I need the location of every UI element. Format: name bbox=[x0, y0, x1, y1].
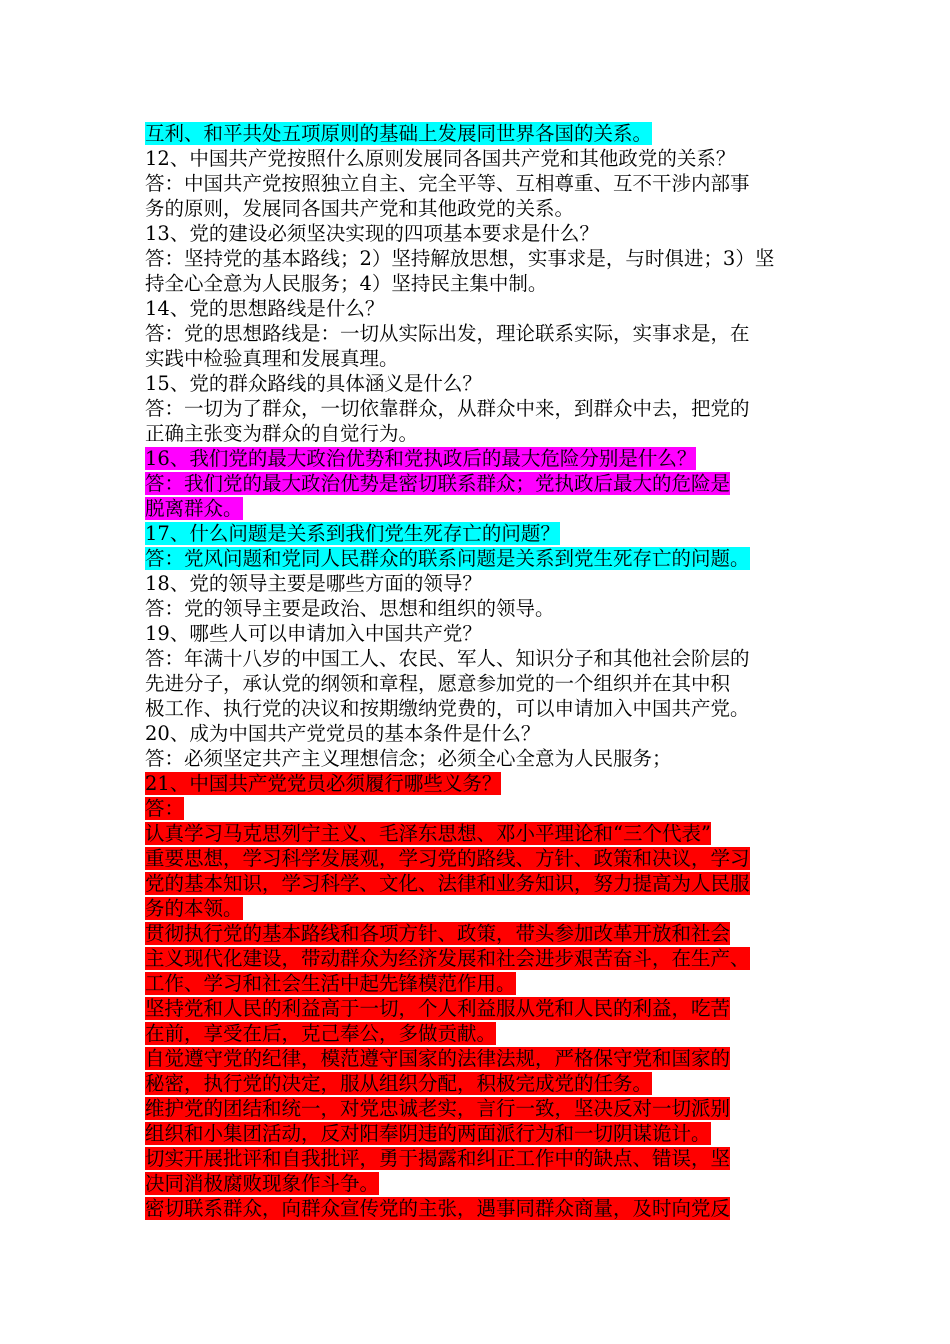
text-line bbox=[145, 1096, 825, 1121]
text-line: 19、哪些人可以申请加入中国共产党？ bbox=[145, 622, 482, 645]
text-line: 实践中检验真理和发展真理。 bbox=[145, 347, 399, 370]
text-line bbox=[145, 971, 825, 996]
text-line bbox=[145, 796, 825, 821]
text-line bbox=[145, 1071, 825, 1096]
text-line bbox=[145, 771, 825, 796]
highlighted-text: 贯彻执行党的基本路线和各项方针、政策，带头参加改革开放和社会 bbox=[145, 922, 731, 945]
highlighted-text: 务的本领。 bbox=[145, 897, 243, 920]
text-line: 极工作、执行党的决议和按期缴纳党费的，可以申请加入中国共产党。 bbox=[145, 697, 750, 720]
highlighted-text: 主义现代化建设，带动群众为经济发展和社会进步艰苦奋斗，在生产、 bbox=[145, 947, 750, 970]
highlighted-text: 17、什么问题是关系到我们党生死存亡的问题？ bbox=[145, 522, 560, 545]
text-line bbox=[145, 521, 825, 546]
text-line bbox=[145, 121, 825, 146]
highlighted-text: 党的基本知识，学习科学、文化、法律和业务知识，努力提高为人民服 bbox=[145, 872, 750, 895]
text-line: 答：必须坚定共产主义理想信念；必须全心全意为人民服务； bbox=[145, 747, 672, 770]
text-line: 先进分子，承认党的纲领和章程，愿意参加党的一个组织并在其中积 bbox=[145, 672, 731, 695]
text-line bbox=[145, 821, 825, 846]
highlighted-text: 维护党的团结和统一，对党忠诚老实，言行一致，坚决反对一切派别 bbox=[145, 1097, 731, 1120]
highlighted-text: 答：我们党的最大政治优势是密切联系群众；党执政后最大的危险是 bbox=[145, 472, 731, 495]
text-line: 答：年满十八岁的中国工人、农民、军人、知识分子和其他社会阶层的 bbox=[145, 647, 750, 670]
highlighted-text: 自觉遵守党的纪律，模范遵守国家的法律法规，严格保守党和国家的 bbox=[145, 1047, 731, 1070]
text-line bbox=[145, 1146, 825, 1171]
text-line bbox=[145, 446, 825, 471]
highlighted-text: 切实开展批评和自我批评，勇于揭露和纠正工作中的缺点、错误，坚 bbox=[145, 1147, 731, 1170]
text-line bbox=[145, 1196, 825, 1221]
highlighted-text: 密切联系群众，向群众宣传党的主张，遇事同群众商量，及时向党反 bbox=[145, 1197, 731, 1220]
text-line bbox=[145, 996, 825, 1021]
highlighted-text: 脱离群众。 bbox=[145, 497, 243, 520]
text-line: 12、中国共产党按照什么原则发展同各国共产党和其他政党的关系？ bbox=[145, 147, 736, 170]
highlighted-text: 工作、学习和社会生活中起先锋模范作用。 bbox=[145, 972, 516, 995]
text-line bbox=[145, 1171, 825, 1196]
text-line bbox=[145, 471, 825, 496]
highlighted-text: 在前，享受在后，克己奉公，多做贡献。 bbox=[145, 1022, 497, 1045]
text-line: 13、党的建设必须坚决实现的四项基本要求是什么？ bbox=[145, 222, 599, 245]
highlighted-text: 秘密，执行党的决定，服从组织分配，积极完成党的任务。 bbox=[145, 1072, 653, 1095]
text-line: 答：一切为了群众，一切依靠群众，从群众中来，到群众中去，把党的 bbox=[145, 397, 750, 420]
document-page bbox=[145, 121, 825, 1221]
highlighted-text: 答：党风问题和党同人民群众的联系问题是关系到党生死存亡的问题。 bbox=[145, 547, 750, 570]
text-line bbox=[145, 546, 825, 571]
text-line: 答：中国共产党按照独立自主、完全平等、互相尊重、互不干涉内部事 bbox=[145, 172, 750, 195]
text-line: 20、成为中国共产党党员的基本条件是什么？ bbox=[145, 722, 541, 745]
text-line bbox=[145, 846, 825, 871]
text-line bbox=[145, 946, 825, 971]
highlighted-text: 坚持党和人民的利益高于一切，个人利益服从党和人民的利益，吃苦 bbox=[145, 997, 731, 1020]
text-line bbox=[145, 1121, 825, 1146]
text-line: 务的原则，发展同各国共产党和其他政党的关系。 bbox=[145, 197, 575, 220]
highlighted-text: 认真学习马克思列宁主义、毛泽东思想、邓小平理论和“三个代表” bbox=[145, 822, 711, 845]
text-line: 答：坚持党的基本路线；2）坚持解放思想，实事求是，与时俱进；3）坚 bbox=[145, 247, 775, 270]
highlighted-text: 决同消极腐败现象作斗争。 bbox=[145, 1172, 380, 1195]
text-line: 答：党的思想路线是：一切从实际出发，理论联系实际，实事求是，在 bbox=[145, 322, 750, 345]
text-line bbox=[145, 871, 825, 896]
highlighted-text: 16、我们党的最大政治优势和党执政后的最大危险分别是什么？ bbox=[145, 447, 697, 470]
text-line bbox=[145, 896, 825, 921]
text-line bbox=[145, 496, 825, 521]
highlighted-text: 组织和小集团活动，反对阳奉阴违的两面派行为和一切阴谋诡计。 bbox=[145, 1122, 711, 1145]
text-line: 答：党的领导主要是政治、思想和组织的领导。 bbox=[145, 597, 555, 620]
text-line: 持全心全意为人民服务；4）坚持民主集中制。 bbox=[145, 272, 548, 295]
text-line bbox=[145, 1046, 825, 1071]
highlighted-text: 互利、和平共处五项原则的基础上发展同世界各国的关系。 bbox=[145, 122, 653, 145]
text-line bbox=[145, 921, 825, 946]
highlighted-text: 重要思想，学习科学发展观，学习党的路线、方针、政策和决议，学习 bbox=[145, 847, 750, 870]
highlighted-text: 21、中国共产党党员必须履行哪些义务？ bbox=[145, 772, 502, 795]
highlighted-text: 答： bbox=[145, 797, 185, 820]
text-line: 14、党的思想路线是什么？ bbox=[145, 297, 385, 320]
text-line: 15、党的群众路线的具体涵义是什么？ bbox=[145, 372, 482, 395]
text-line: 正确主张变为群众的自觉行为。 bbox=[145, 422, 419, 445]
text-line: 18、党的领导主要是哪些方面的领导？ bbox=[145, 572, 482, 595]
text-line bbox=[145, 1021, 825, 1046]
